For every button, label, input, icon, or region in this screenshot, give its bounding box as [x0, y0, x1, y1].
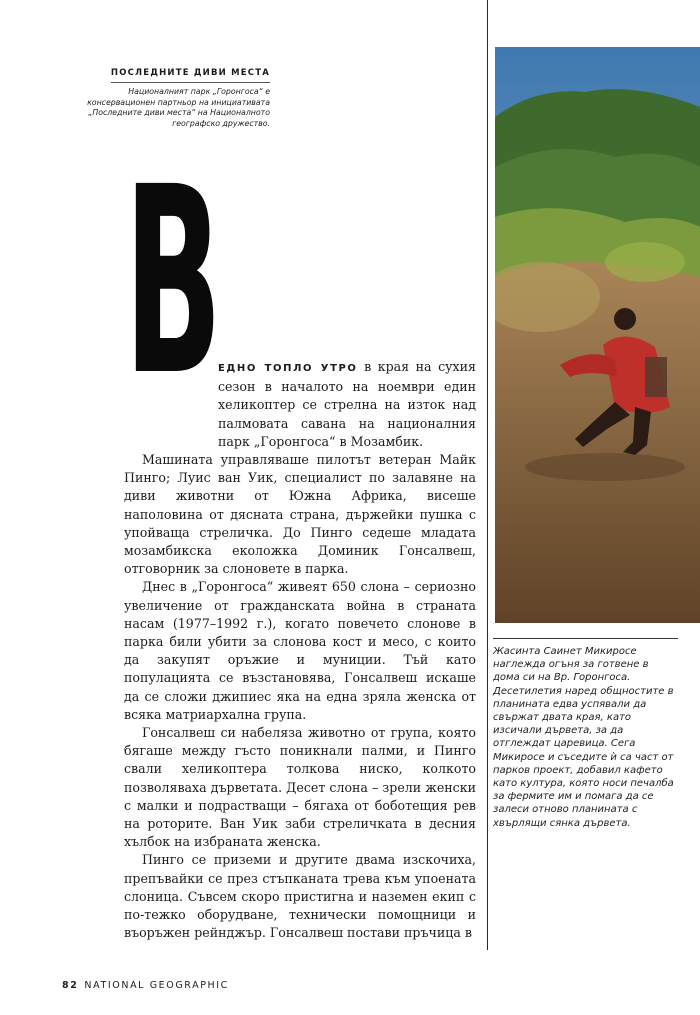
lead-smallcaps: ЕДНО ТОПЛО УТРО [218, 363, 358, 374]
article-body [124, 358, 476, 943]
publication-name: NATIONAL GEOGRAPHIC [84, 980, 229, 991]
body-paragraph-1: Машината управляваше пилотът ветеран Майк Пинго; Луис ван Уик, специалист по залавяне на диви животни от Южна Африка, висеше наполовина от дясната страна, държейки пушка с упойваща стреличка. До Пинго седеше младата мозамбикска еколожка Доминик Гонсалвеш, отговорник за слоновете в парка. [124, 452, 476, 577]
photo-caption: Жасинта Саинет Микиросе наглежда огъня за готвене в дома си на Вр. Горонгоса. Десетилетия наред общностите в планината едва успявали да свържат двата края, като изсичали дървета, за да отглеждат царевица. Сега Микиросе и съседите ѝ са част от парков проект, добавил кафето като култура, която носи печалба за фермите им и помага да се залеси отново планината с хвърлящи сянка дървета. [493, 638, 678, 830]
sidebar-box [60, 60, 270, 129]
page-number: 82 [62, 980, 79, 991]
sidebar-text: Националният парк „Горонгоса“ е консервационен партньор на инициативата „Последните диви места“ на Националното географско дружество. [87, 87, 270, 128]
drop-cap: В [124, 132, 220, 432]
article-photo [495, 47, 700, 623]
lead-paragraph-wrap [124, 358, 476, 451]
column-divider [487, 0, 488, 950]
body-paragraph-2: Днес в „Горонгоса“ живеят 650 слона – сериозно увеличение от гражданската война в страната насам (1977–1992 г.), когато повечето слонове в парка били убити за слонова кост и месо, с които да закупят оръжие и муниции. Тъй като популацията се възстановява, Гонсалвеш искаше да се сложи джипиес яка на една зряла женска от всяка матриархална група. [124, 579, 476, 722]
photo-illustration [495, 47, 700, 623]
lead-text: в края на сухия сезон в началото на ноември един хеликоптер се стрелна на изток над палмовата савана на националния парк „Горонгоса“ в Мозамбик. [218, 359, 477, 449]
page-footer [62, 980, 229, 991]
sidebar-title: ПОСЛЕДНИТЕ ДИВИ МЕСТА [111, 68, 270, 83]
body-paragraph-4: Пинго се приземи и другите двама изскочиха, препъвайки се през стъпканата трева към упоената слоница. Съвсем скоро пристигна и наземен екип с по-тежко оборудване, технически помощници и въоръжен рейнджър. Гонсалвеш постави пръчица в [124, 852, 476, 941]
body-paragraph-3: Гонсалвеш си набеляза животно от група, която бягаше между гъсто поникнали палми, и Пинго свали хеликоптера толкова ниско, колкото позволяваха дърветата. Десет слона – зрели женски с малки и подрастващи – бягаха от боботещия рев на роторите. Ван Уик заби стреличката в десния хълбок на избраната женска. [124, 725, 476, 850]
